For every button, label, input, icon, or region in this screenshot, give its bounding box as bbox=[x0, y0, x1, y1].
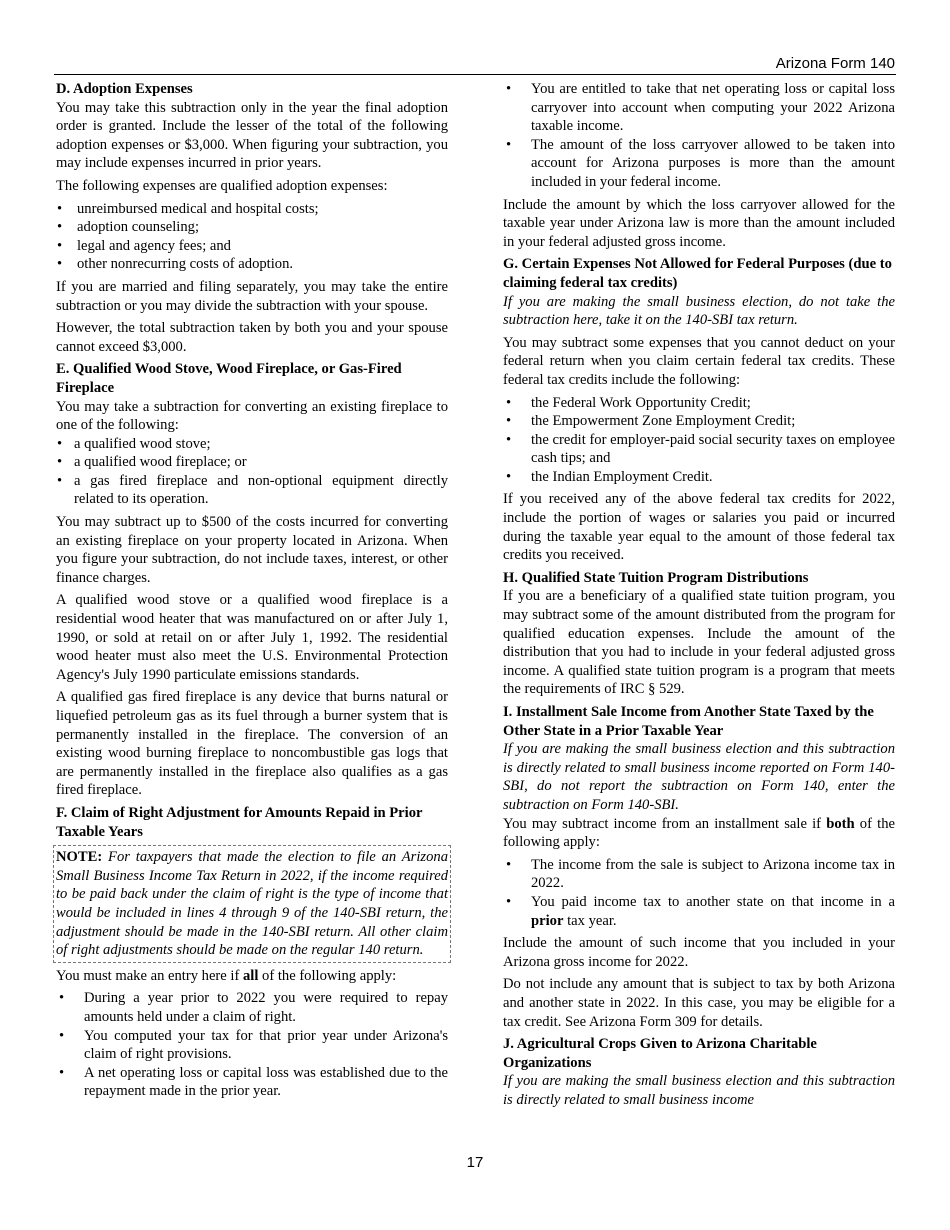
section-h-paragraph: If you are a beneficiary of a qualified state tuition program, you may subtract some of the amount distributed from the program for qualified education expenses. Include the amount of the distribution that you had to include in your federal adjusted gross income. A qualified state tuition program is a program that meets the requirements of IRC § 529. bbox=[503, 588, 895, 698]
claim-of-right-conditions-list bbox=[56, 989, 448, 1101]
list-item: • the Federal Work Opportunity Credit; bbox=[503, 394, 895, 413]
section-e-heading: E. Qualified Wood Stove, Wood Fireplace, or Gas-Fired Fireplace bbox=[56, 361, 402, 396]
list-item: • a qualified wood fireplace; or bbox=[56, 453, 448, 472]
section-d-paragraph: The following expenses are qualified adoption expenses: bbox=[56, 177, 388, 194]
list-item: • other nonrecurring costs of adoption. bbox=[56, 255, 448, 274]
fireplace-options-list bbox=[56, 435, 448, 509]
list-item: • the Indian Employment Credit. bbox=[503, 468, 895, 487]
list-item: • the credit for employer-paid social security taxes on employee cash tips; and bbox=[503, 431, 895, 468]
list-item: • A net operating loss or capital loss was established due to the repayment made in the prior year. bbox=[56, 1064, 448, 1101]
section-d-heading: D. Adoption Expenses bbox=[56, 81, 193, 97]
text-run: You paid income tax to another state on that income in a bbox=[531, 893, 895, 910]
list-item: • legal and agency fees; and bbox=[56, 237, 448, 256]
note-text: For taxpayers that made the election to file an Arizona Small Business Income Tax Return in 2022, if the income required to be paid back under the claim of right is the type of income that would be included in lines 4 through 9 of the 140-SBI return, the adjustment should be made in the 140-SBI return. All other claim of right adjustments should be made on the regular 140 return. bbox=[56, 849, 448, 959]
section-i-italic-note: If you are making the small business election and this subtraction is directly related to small business income reported on Form 140-SBI, do not report the subtraction on Form 140, enter the subtraction on Form 140-SBI. bbox=[503, 741, 895, 813]
left-column bbox=[56, 80, 448, 1105]
text-run: You may subtract income from an installment sale if bbox=[503, 815, 827, 832]
adoption-expenses-list bbox=[56, 200, 448, 274]
section-e-paragraph: A qualified gas fired fireplace is any device that burns natural or liquefied petroleum gas as its fuel through a burner system that is permanently installed in the fireplace. The conversion of an existing wood burning fireplace to noncombustible gas logs that are permanently installed in the fireplace also qualifies as a gas fired fireplace. bbox=[56, 689, 448, 799]
list-item: • During a year prior to 2022 you were required to repay amounts held under a claim of right. bbox=[56, 989, 448, 1026]
section-e-paragraph: You may take a subtraction for converting an existing fireplace to one of the following: bbox=[56, 398, 448, 434]
section-g-paragraph: If you received any of the above federal tax credits for 2022, include the portion of wages or salaries you paid or incurred during the taxable year equal to the amount of those federal tax credits you received. bbox=[503, 491, 895, 564]
list-item: • adoption counseling; bbox=[56, 218, 448, 237]
list-item: • The amount of the loss carryover allowed to be taken into account for Arizona purposes is more than the amount included in your federal income. bbox=[503, 136, 895, 192]
federal-credits-list bbox=[503, 394, 895, 487]
list-item: • a qualified wood stove; bbox=[56, 435, 448, 454]
list-item: • the Empowerment Zone Employment Credit; bbox=[503, 412, 895, 431]
section-h-heading: H. Qualified State Tuition Program Distributions bbox=[503, 569, 809, 586]
section-d-paragraph: You may take this subtraction only in the year the final adoption order is granted. Include the lesser of the total of the following adoption expenses or $3,000. When figuring your subtraction, you may include expenses incurred in prior years. bbox=[56, 99, 448, 172]
page-number: 17 bbox=[466, 1154, 484, 1171]
section-d-paragraph: If you are married and filing separately, you may take the entire subtraction or you may divide the subtraction with your spouse. bbox=[56, 278, 448, 314]
list-item: • unreimbursed medical and hospital costs; bbox=[56, 200, 448, 219]
section-g-heading: G. Certain Expenses Not Allowed for Federal Purposes (due to claiming federal tax credits) bbox=[503, 256, 892, 291]
text-run: of the following apply: bbox=[503, 815, 895, 851]
section-f-paragraph: Include the amount by which the loss carryover allowed for the taxable year under Arizona law is more than the amount included in your federal adjusted gross income. bbox=[503, 196, 895, 250]
section-j-italic-note: If you are making the small business election and this subtraction is directly related to small business income bbox=[503, 1073, 895, 1108]
section-i-heading: I. Installment Sale Income from Another State Taxed by the Other State in a Prior Taxable Year bbox=[503, 704, 874, 739]
form-title: Arizona Form 140 bbox=[775, 55, 895, 72]
list-item: • The income from the sale is subject to Arizona income tax in 2022. bbox=[503, 856, 895, 893]
text-run: You must make an entry here if bbox=[56, 967, 243, 984]
installment-sale-conditions-list bbox=[503, 856, 895, 930]
list-item bbox=[503, 893, 895, 930]
section-f-heading: F. Claim of Right Adjustment for Amounts Repaid in Prior Taxable Years bbox=[56, 804, 423, 840]
text-run: all bbox=[242, 967, 259, 984]
note-label: NOTE: bbox=[56, 849, 103, 866]
section-g-paragraph: You may subtract some expenses that you cannot deduct on your federal return when you claim certain federal tax credits. These federal tax credits include the following: bbox=[503, 334, 895, 388]
note-box bbox=[53, 845, 451, 963]
list-item: • a gas fired fireplace and non-optional equipment directly related to its operation. bbox=[56, 472, 448, 509]
section-i-paragraph: Include the amount of such income that you included in your Arizona gross income for 2022. bbox=[503, 935, 895, 970]
section-d-paragraph: However, the total subtraction taken by both you and your spouse cannot exceed $3,000. bbox=[56, 320, 448, 355]
claim-of-right-conditions-list-continued bbox=[503, 80, 895, 192]
right-column bbox=[503, 80, 895, 1113]
section-e-paragraph: A qualified wood stove or a qualified wood fireplace is a residential wood heater that was manufactured on or after July 1, 1990, or sold at retail on or after July 1, 1992. The residential wood heater must also meet the U.S. Environmental Protection Agency's July 1990 particulate emissions standards. bbox=[56, 592, 448, 683]
section-i-paragraph: Do not include any amount that is subject to tax by both Arizona and another state in 2022. In this case, you may be eligible for a tax credit. See Arizona Form 309 for details. bbox=[503, 976, 895, 1030]
section-g-italic-note: If you are making the small business election, do not take the subtraction here, take it on the 140-SBI tax return. bbox=[503, 293, 895, 329]
text-run: of the following apply: bbox=[258, 967, 397, 984]
section-i-paragraph bbox=[503, 815, 895, 852]
text-run: tax year. bbox=[563, 912, 617, 929]
header-rule bbox=[54, 74, 896, 75]
list-item: • You are entitled to take that net operating loss or capital loss carryover into account when computing your 2022 Arizona taxable income. bbox=[503, 80, 895, 136]
text-run: prior bbox=[531, 912, 564, 929]
section-j-heading: J. Agricultural Crops Given to Arizona Charitable Organizations bbox=[503, 1036, 817, 1071]
section-f-paragraph bbox=[56, 967, 448, 986]
list-item: • You computed your tax for that prior year under Arizona's claim of right provisions. bbox=[56, 1027, 448, 1064]
section-e-paragraph: You may subtract up to $500 of the costs incurred for converting an existing fireplace on your property located in Arizona. When you figure your subtraction, do not include taxes, interest, or other finance charges. bbox=[56, 514, 448, 586]
text-run: both bbox=[826, 815, 855, 832]
